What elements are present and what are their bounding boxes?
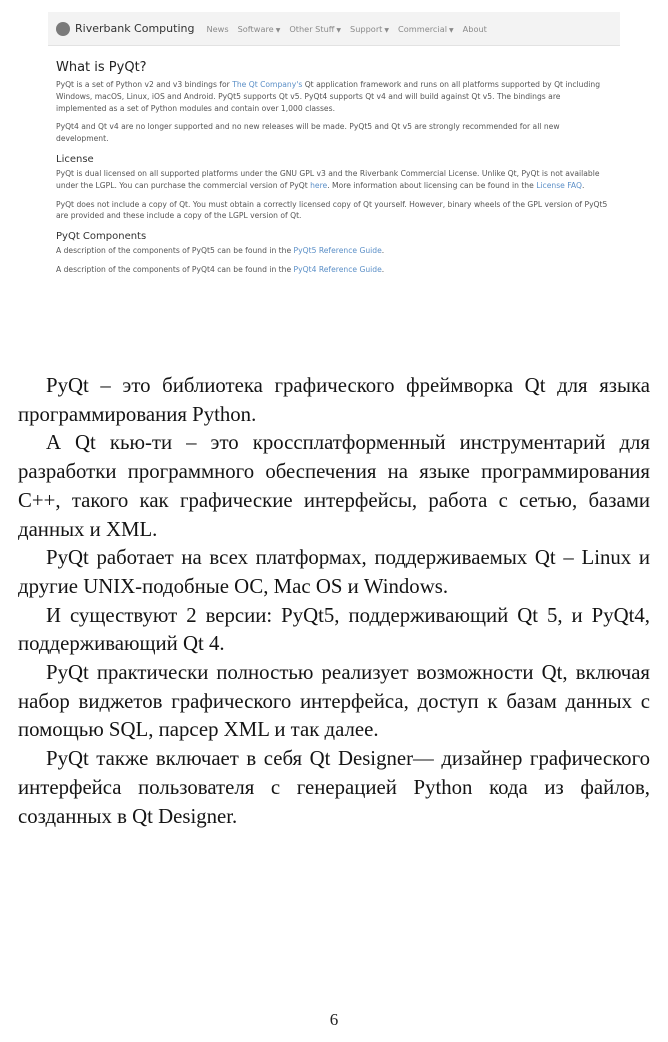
- book-paragraph: PyQt также включает в себя Qt Designer— дизайнер графического интерфейса пользователя с генерацией Python кода из файлов, созданных в Qt Designer.: [18, 747, 650, 828]
- qt-copy-paragraph: PyQt does not include a copy of Qt. You must obtain a correctly licensed copy of Qt yourself. However, binary wheels of the GPL version of PyQt5 are provided and these include a copy of the LGPL version of Qt.: [56, 199, 608, 221]
- purchase-link[interactable]: here: [310, 180, 328, 190]
- book-text: [18, 372, 650, 831]
- components-heading: PyQt Components: [56, 231, 147, 243]
- navbar: [48, 12, 620, 46]
- book-paragraph: А Qt кью-ти – это кроссплатформенный инструментарий для разработки программного обеспечения на языке программирования C++, такого как графические интерфейсы, работа с сетью, базами данных и XML.: [18, 431, 650, 541]
- brand-name[interactable]: Riverbank Computing: [75, 22, 195, 35]
- nav-software[interactable]: Software ▼: [237, 23, 281, 34]
- pyqt4-components-paragraph: A description of the components of PyQt4 can be found in the PyQt4 Reference Guide.: [56, 264, 385, 274]
- license-faq-link[interactable]: License FAQ: [536, 180, 582, 190]
- license-heading: License: [56, 153, 94, 165]
- nav-news[interactable]: News: [206, 23, 229, 34]
- book-paragraph: И существуют 2 версии: PyQt5, поддерживающий Qt 5, и PyQt4, поддерживающий Qt 4.: [18, 603, 650, 656]
- pyqt5-reference-link[interactable]: PyQt5 Reference Guide: [293, 246, 382, 256]
- nav-commercial[interactable]: Commercial ▼: [398, 23, 454, 34]
- book-paragraph: PyQt практически полностью реализует возможности Qt, включая набор виджетов графического интерфейса, доступ к базам данных с помощью SQL, парсер XML и так далее.: [18, 661, 650, 742]
- chevron-down-icon: ▼: [384, 26, 390, 34]
- chevron-down-icon: ▼: [336, 26, 342, 34]
- riverbank-logo-icon[interactable]: [56, 22, 70, 36]
- pyqt4-reference-link[interactable]: PyQt4 Reference Guide: [293, 264, 382, 274]
- support-paragraph: PyQt4 and Qt v4 are no longer supported and no new releases will be made. PyQt5 and Qt v5 are strongly recommended for all new development.: [56, 122, 560, 144]
- nav-other-stuff[interactable]: Other Stuff ▼: [289, 23, 342, 34]
- nav-about[interactable]: About: [462, 23, 487, 34]
- page-title: What is PyQt?: [56, 60, 147, 75]
- page-number: 6: [329, 1010, 339, 1029]
- license-paragraph: PyQt is dual licensed on all supported platforms under the GNU GPL v3 and the Riverbank Commercial License. Unlike Qt, PyQt is not available under the LGPL. You can purchase the commercial version of PyQt here. More information about licensing can be found in the License FAQ.: [56, 168, 600, 190]
- chevron-down-icon: ▼: [275, 26, 281, 34]
- intro-paragraph: PyQt is a set of Python v2 and v3 bindings for The Qt Company's Qt application framework and runs on all platforms supported by Qt including Windows, macOS, Linux, iOS and Android. PyQt5 supports Qt v5. PyQt4 supports Qt v4 and will build against Qt v5. The bindings are implemented as a set of Python modules and contain over 1,000 classes.: [56, 80, 601, 113]
- chevron-down-icon: ▼: [449, 26, 454, 34]
- qt-company-link[interactable]: The Qt Company's: [232, 80, 303, 89]
- nav-support[interactable]: Support ▼: [350, 23, 390, 34]
- website-screenshot: [48, 12, 620, 332]
- book-paragraph: PyQt – это библиотека графического фреймворка Qt для языка программирования Python.: [18, 374, 650, 426]
- pyqt5-components-paragraph: A description of the components of PyQt5 can be found in the PyQt5 Reference Guide.: [56, 246, 385, 256]
- book-paragraph: PyQt работает на всех платформах, поддерживаемых Qt – Linux и другие UNIX-подобные ОС, Mac OS и Windows.: [18, 546, 650, 598]
